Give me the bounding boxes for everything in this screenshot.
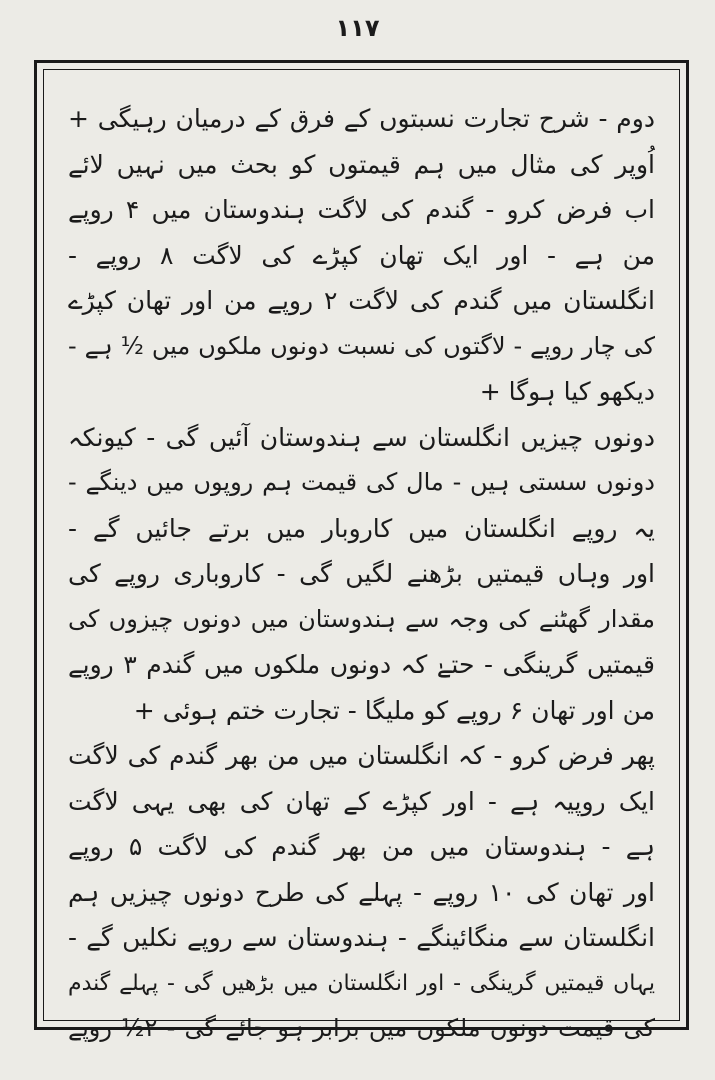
text-line: یہ روپے انگلستان میں کاروبار میں برتے جائیں گے -: [68, 513, 655, 543]
text-line: من ہے - اور ایک تھان کپڑے کی لاگت ۸ روپے -: [68, 240, 655, 270]
text-line: یہاں قیمتیں گرینگی - اور انگلستان میں بڑھیں گی - پہلے گندم: [68, 970, 655, 996]
page-border: [34, 60, 689, 1042]
text-line: اور تھان کی ۱۰ روپے - پہلے کی طرح دونوں چیزیں ہم: [68, 877, 655, 907]
paragraph-1: [68, 96, 655, 415]
text-line: اُوپر کی مثال میں ہم قیمتوں کو بحث میں نہیں لائے: [68, 149, 655, 179]
text-line: ہے - ہندوستان میں من بھر گندم کی لاگت ۵ روپے: [68, 832, 655, 861]
page-text: [68, 96, 655, 1052]
text-line: پھر فرض کرو - کہ انگلستان میں من بھر گندم کی لاگت: [68, 741, 655, 770]
text-line: دونوں چیزیں انگلستان سے ہندوستان آئیں گی - کیونکہ: [68, 422, 655, 452]
text-line: ایک روپیہ ہے - اور کپڑے کے تھان کی بھی یہی لاگت: [68, 786, 655, 816]
text-line: انگلستان سے منگائینگے - ہندوستان سے روپے نکلیں گے -: [68, 923, 655, 952]
paragraph-3: [68, 733, 655, 1052]
page-number: ۱۱۷: [335, 14, 380, 42]
text-line: اور وہاں قیمتیں بڑھنے لگیں گی - کاروباری روپے کی: [68, 559, 655, 588]
page-border-inner: [43, 69, 680, 1042]
text-line: دونوں سستی ہیں - مال کی قیمت ہم روپوں میں دینگے -: [68, 468, 655, 496]
text-line: من اور تھان ۶ روپے کو ملیگا - تجارت ختم ہوئی +: [133, 695, 655, 725]
paragraph-2: [68, 415, 655, 734]
text-line: کی قیمت دونوں ملکوں میں برابر ہو جائے گی - ۲½ روپے: [68, 1014, 655, 1042]
text-line: دیکھو کیا ہوگا +: [479, 377, 655, 406]
text-line: دوم - شرح تجارت نسبتوں کے فرق کے درمیان رہیگی +: [68, 104, 655, 133]
text-line: اب فرض کرو - گندم کی لاگت ہندوستان میں ۴ روپے: [68, 195, 655, 224]
text-line: کی چار روپے - لاگتوں کی نسبت دونوں ملکوں میں ½ ہے -: [68, 331, 655, 360]
text-line: انگلستان میں گندم کی لاگت ۲ روپے من اور تھان کپڑے: [68, 286, 655, 315]
text-line: قیمتیں گرینگی - حتےٰ کہ دونوں ملکوں میں گندم ۳ روپے: [68, 650, 655, 679]
text-line: مقدار گھٹنے کی وجہ سے ہندوستان میں دونوں چیزوں کی: [68, 604, 655, 633]
